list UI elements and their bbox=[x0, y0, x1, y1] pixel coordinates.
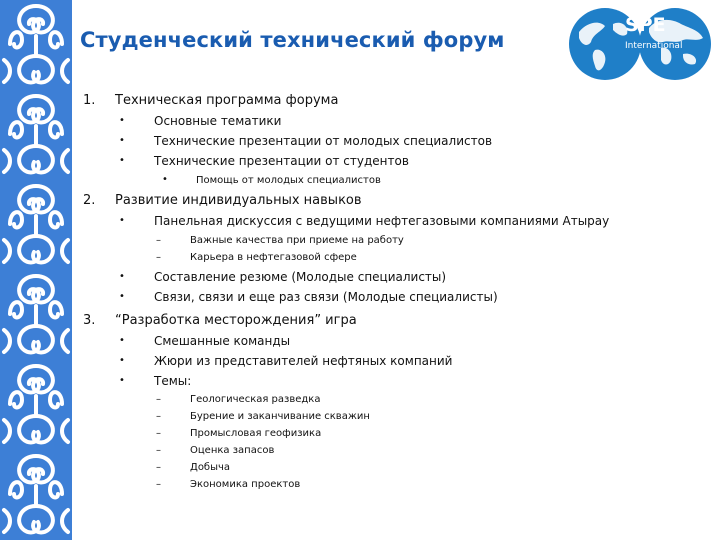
bullet-icon: • bbox=[119, 115, 125, 126]
section-title: “Разработка месторождения” игра bbox=[115, 313, 357, 328]
sub-list-item: Промысловая геофизика bbox=[190, 428, 322, 439]
sub-list-item: Помощь от молодых специалистов bbox=[196, 175, 381, 186]
bullet-icon: • bbox=[119, 135, 125, 146]
logo-name: SPE bbox=[625, 14, 666, 36]
list-item: Жюри из представителей нефтяных компаний bbox=[154, 354, 453, 368]
list-item: Связи, связи и еще раз связи (Молодые специалисты) bbox=[154, 290, 498, 304]
sub-list-item: Карьера в нефтегазовой сфере bbox=[190, 252, 357, 263]
section-title: Техническая программа форума bbox=[115, 93, 339, 108]
section-number: 1. bbox=[83, 93, 96, 108]
dash-icon: – bbox=[156, 445, 161, 456]
list-item: Технические презентации от студентов bbox=[154, 154, 409, 168]
bullet-icon: • bbox=[119, 355, 125, 366]
page-title: Студенческий технический форум bbox=[80, 28, 505, 52]
bullet-icon: • bbox=[162, 174, 168, 185]
section-number: 2. bbox=[83, 193, 96, 208]
bullet-icon: • bbox=[119, 291, 125, 302]
dash-icon: – bbox=[156, 411, 161, 422]
section-title: Развитие индивидуальных навыков bbox=[115, 193, 362, 208]
bullet-icon: • bbox=[119, 155, 125, 166]
dash-icon: – bbox=[156, 235, 161, 246]
dash-icon: – bbox=[156, 428, 161, 439]
bullet-icon: • bbox=[119, 375, 125, 386]
list-item: Панельная дискуссия с ведущими нефтегазовыми компаниями Атырау bbox=[154, 214, 610, 228]
sub-list-item: Бурение и заканчивание скважин bbox=[190, 411, 370, 422]
logo-subtitle: International bbox=[625, 41, 683, 51]
sub-list-item: Важные качества при приеме на работу bbox=[190, 235, 404, 246]
list-item: Составление резюме (Молодые специалисты) bbox=[154, 270, 447, 284]
section-number: 3. bbox=[83, 313, 96, 328]
bullet-icon: • bbox=[119, 271, 125, 282]
list-item: Темы: bbox=[154, 374, 192, 388]
sub-list-item: Экономика проектов bbox=[190, 479, 301, 490]
dash-icon: – bbox=[156, 479, 161, 490]
dash-icon: – bbox=[156, 394, 161, 405]
dash-icon: – bbox=[156, 462, 161, 473]
list-item: Технические презентации от молодых специалистов bbox=[154, 134, 493, 148]
bullet-icon: • bbox=[119, 335, 125, 346]
list-item: Смешанные команды bbox=[154, 334, 291, 348]
dash-icon: – bbox=[156, 252, 161, 263]
bullet-icon: • bbox=[119, 215, 125, 226]
list-item: Основные тематики bbox=[154, 114, 282, 128]
sub-list-item: Геологическая разведка bbox=[190, 394, 321, 405]
sub-list-item: Оценка запасов bbox=[190, 445, 275, 456]
sub-list-item: Добыча bbox=[190, 462, 231, 473]
